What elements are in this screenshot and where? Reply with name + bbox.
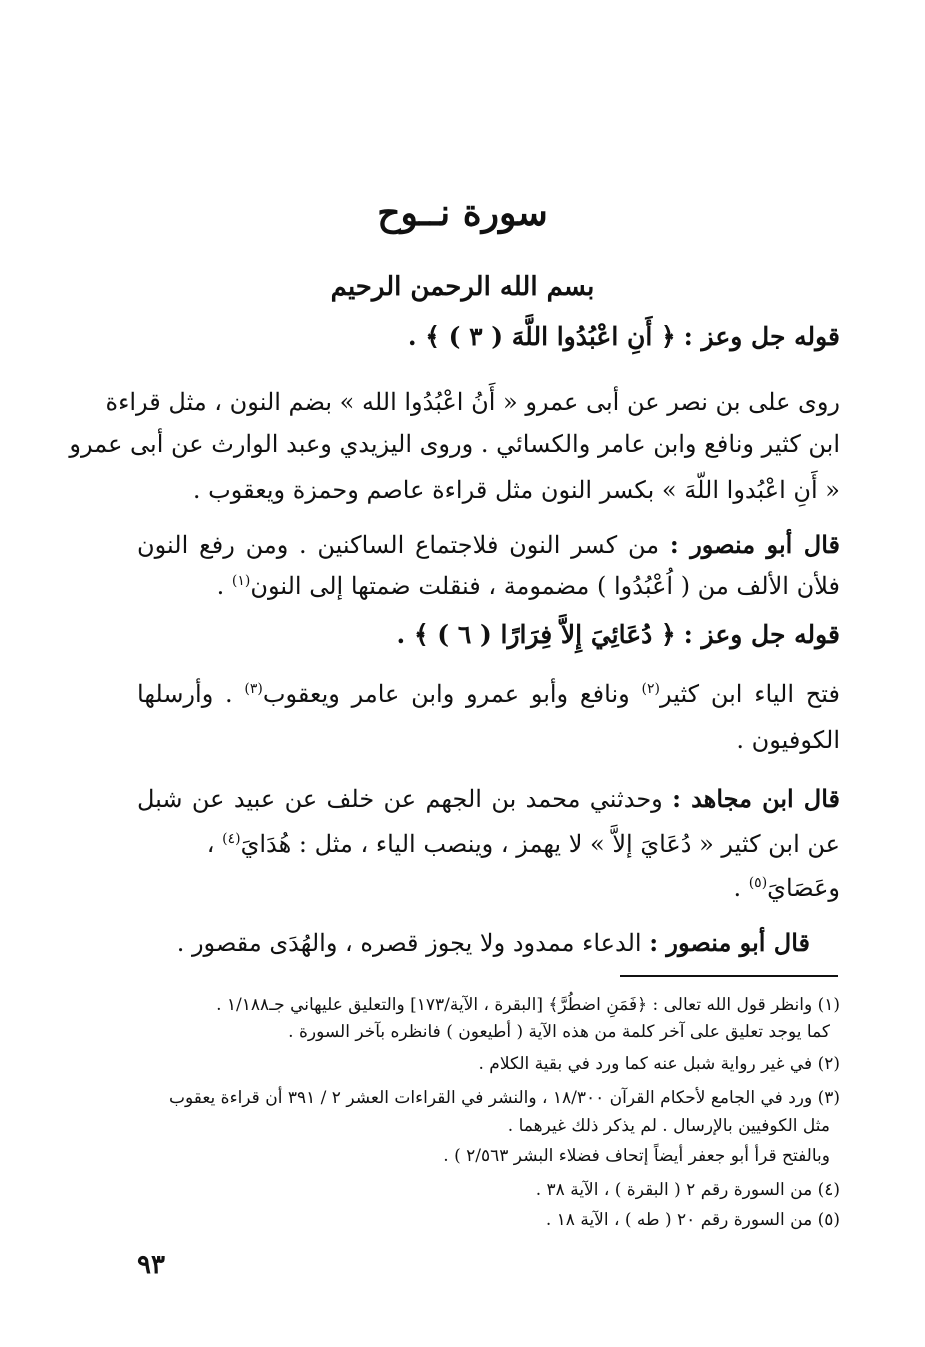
paragraph-text: وحدثني محمد بن الجهم عن خلف عن عبيد عن شبل <box>137 785 663 813</box>
paragraph-line <box>137 530 840 559</box>
footnote-ref: (١) <box>231 573 251 589</box>
paragraph-text: ، <box>206 830 223 858</box>
paragraph-line <box>137 784 840 813</box>
footnote-3-cont: وبالفتح قرأ أبو جعفر أيضاً إتحاف فضلاء البشر ٢/٥٦٣ ) . <box>443 1146 830 1166</box>
page-number: ٩٣ <box>137 1250 165 1280</box>
surah-title: سورة نــوح <box>377 192 548 234</box>
paragraph-text: عن ابن كثير « دُعَايَ إلاَّ » لا يهمز ، وينصب الياء ، مثل : هُدَايَ <box>240 830 840 858</box>
footnote-3-cont: مثل الكوفيين بالإرسال . لم يذكر ذلك غيرهما . <box>507 1116 830 1136</box>
speaker-label: قال أبو منصور : <box>669 530 840 559</box>
verse-intro: قوله جل وعز : <box>683 322 840 351</box>
paragraph-line <box>137 928 810 957</box>
paragraph-line: روى على بن نصر عن أبى عمرو « أَنُ اعْبُدُوا الله » بضم النون ، مثل قراءة <box>105 388 840 416</box>
paragraph-text: . <box>733 874 749 902</box>
speaker-label: قال ابن مجاهد : <box>672 784 840 813</box>
paragraph-text: . <box>216 572 232 600</box>
footnote-5: (٥) من السورة رقم ٢٠ ( طه ) ، الآية ١٨ . <box>545 1210 840 1230</box>
paragraph-text: فتح الياء ابن كثير <box>659 680 840 708</box>
paragraph-text: ونافع وأبو عمرو وابن عامر ويعقوب <box>262 680 642 708</box>
footnote-4: (٤) من السورة رقم ٢ ( البقرة ) ، الآية ٣٨ . <box>535 1180 840 1200</box>
paragraph-line <box>137 572 840 600</box>
footnote-ref: (٤) <box>222 831 241 847</box>
paragraph-line: « أَنِ اعْبُدوا اللّهَ » بكسر النون مثل قراءة عاصم وحمزة ويعقوب . <box>192 476 840 504</box>
paragraph-line: ابن كثير ونافع وابن عامر والكسائي . وروى اليزيدي وعبد الوارث عن أبى عمرو <box>69 430 840 458</box>
paragraph-text: من كسر النون فلاجتماع الساكنين . ومن رفع النون <box>137 531 660 559</box>
verse-text: ﴿ دُعَائِيَ إِلاَّ فِرَارًا ( ٦ ) ﴾ . <box>396 620 676 649</box>
footnote-divider <box>620 975 838 977</box>
paragraph-text: . وأرسلها <box>137 680 245 708</box>
paragraph-text: وعَصَايَ <box>767 874 840 902</box>
speaker-label: قال أبو منصور : <box>649 928 810 957</box>
verse-heading-1 <box>137 322 840 351</box>
footnote-ref: (٣) <box>244 681 263 697</box>
footnote-3: (٣) ورد في الجامع لأحكام القرآن ١٨/٣٠٠ ، والنشر في القراءات العشر ٢ / ٣٩١ أن قراءة يعقوب <box>168 1088 840 1108</box>
basmala: بسم الله الرحمن الرحيم <box>330 272 595 302</box>
paragraph-line: الكوفيون . <box>736 726 840 754</box>
paragraph-line <box>137 680 840 708</box>
footnote-1: (١) وانظر قول الله تعالى : ﴿فَمَنِ اضطُرَّ﴾ [البقرة ، الآية/١٧٣] والتعليق عليهاني جـ١/١٨٨ . <box>216 995 840 1015</box>
paragraph-line <box>137 874 840 902</box>
paragraph-text: الدعاء ممدود ولا يجوز قصره ، والهُدَى مقصور . <box>176 929 642 957</box>
footnote-ref: (٢) <box>641 681 660 697</box>
paragraph-line <box>137 830 840 858</box>
verse-heading-2 <box>137 620 840 649</box>
footnote-ref: (٥) <box>748 875 768 891</box>
verse-text: ﴿ أَنِ اعْبُدُوا اللَّهَ ( ٣ ) ﴾ . <box>407 322 676 351</box>
footnote-2: (٢) في غير رواية شبل عنه كما ورد في بقية الكلام . <box>478 1054 840 1074</box>
paragraph-text: فلأن الألف من ( اُعْبُدُوا ) مضمومة ، فنقلت ضمتها إلى النون <box>250 572 840 600</box>
footnote-1-cont: كما يوجد تعليق على آخر كلمة من هذه الآية ( أطيعون ) فانظره بآخر السورة . <box>288 1022 830 1042</box>
verse-intro: قوله جل وعز : <box>683 620 840 649</box>
